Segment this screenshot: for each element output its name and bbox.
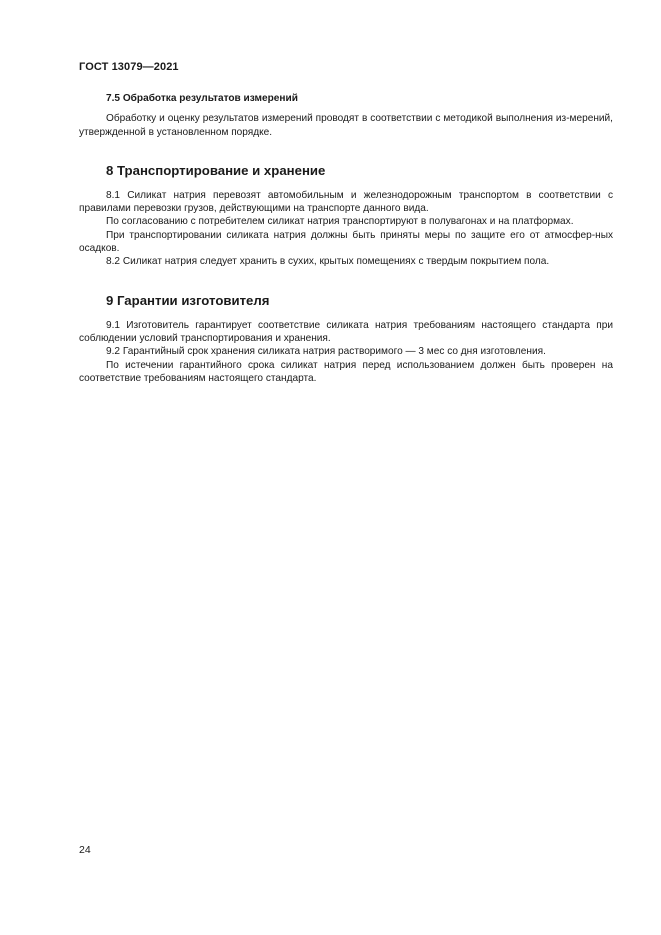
section-title: 8 Транспортирование и хранение [106, 162, 326, 178]
paragraph: 8.2 Силикат натрия следует хранить в сухих, крытых помещениях с твердым покрытием пола. [106, 256, 550, 268]
section-8 [79, 163, 613, 269]
section-title: 9 Гарантии изготовителя [106, 292, 270, 308]
page-content [79, 92, 613, 385]
paragraph: 9.1 Изготовитель гарантирует соответствие силиката натрия требованиям настоящего стандарта при соблюдении условий транспортирования и хранения. [79, 319, 613, 344]
paragraph: 9.2 Гарантийный срок хранения силиката натрия растворимого — 3 мес со дня изготовления. [106, 346, 546, 358]
paragraph: По истечении гарантийного срока силикат натрия перед использованием должен быть проверен на соответствие требованиям настоящего стандарта. [79, 359, 613, 384]
subsection-7-5 [79, 92, 613, 139]
paragraph: 8.1 Силикат натрия перевозят автомобильным и железнодорожным транспортом в соответствии с правилами перевозки грузов, действующими на транспорте данного вида. [79, 189, 613, 215]
section-9 [79, 293, 613, 385]
paragraph: При транспортировании силиката натрия должны быть приняты меры по защите его от атмосфер-ных осадков. [79, 229, 613, 255]
paragraph: Обработку и оценку результатов измерений проводят в соответствии с методикой выполнения из-мерений, утвержденной в установленном порядке. [79, 113, 613, 138]
document-code: ГОСТ 13079—2021 [79, 61, 179, 73]
paragraph: По согласованию с потребителем силикат натрия транспортируют в полувагонах и на платформах. [106, 216, 574, 228]
subsection-title: 7.5 Обработка результатов измерений [106, 93, 298, 104]
page-number: 24 [79, 844, 91, 856]
